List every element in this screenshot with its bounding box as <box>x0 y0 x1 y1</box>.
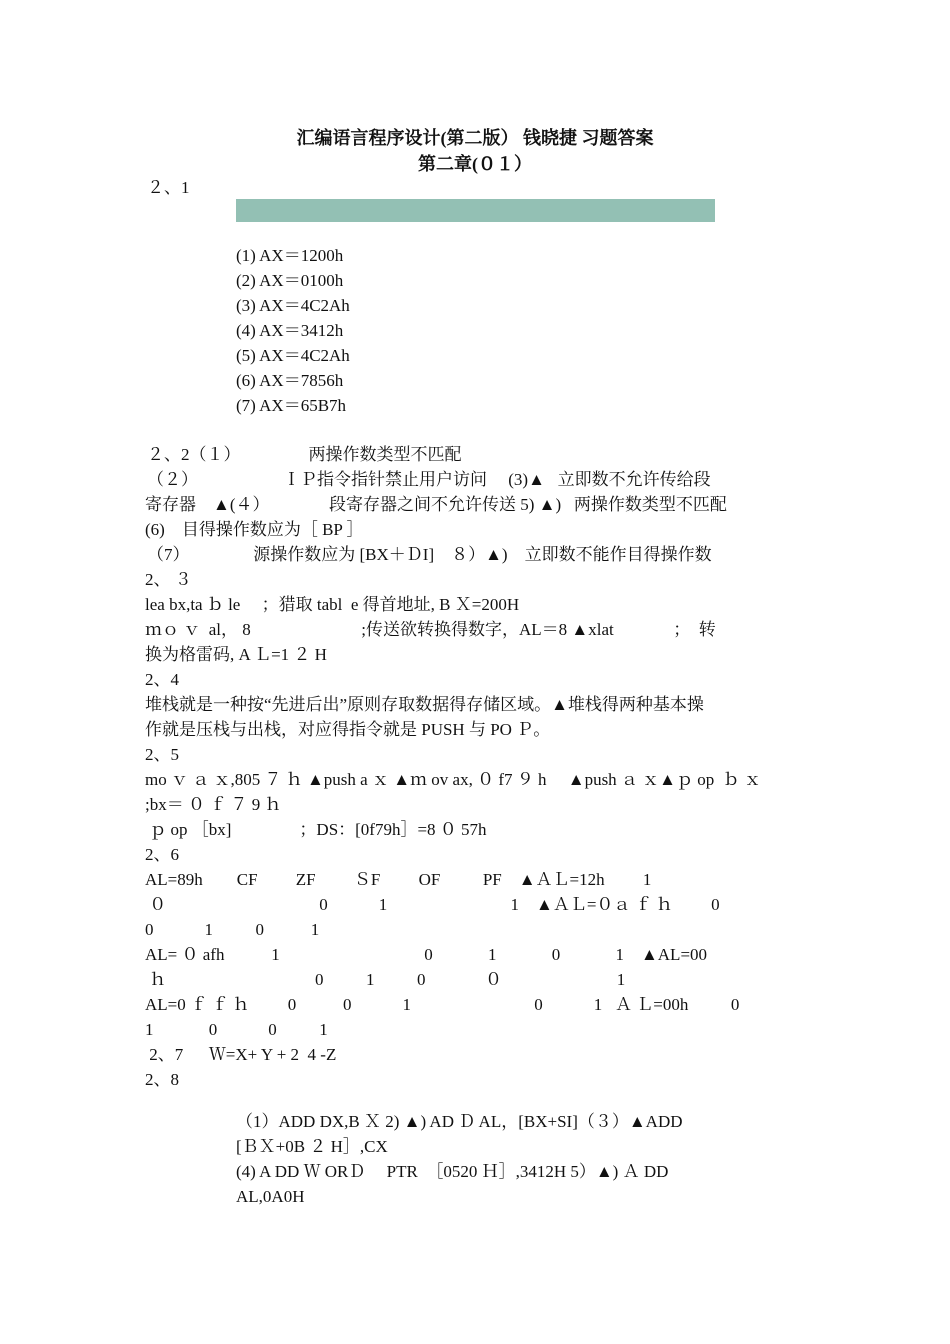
exercise-2-7-line: 2、7 Ｗ=X+ Y + 2 4 -Z <box>145 1045 337 1064</box>
answer-line: (5) AX＝4C2Ah <box>236 346 350 365</box>
text-line: ２、2（１） 两操作数类型不匹配 <box>147 445 462 464</box>
text-line: 堆栈就是一种按“先进后出”原则存取数据得存储区域。▲堆栈得两种基本操 <box>145 695 704 714</box>
text-line: (4) A DD Ｗ ORＤ PTR ［0520 Ｈ］,3412H 5）▲) Ａ DD <box>236 1162 669 1181</box>
text-line: （２） ＩＰ指令指针禁止用户访问 (3)▲ 立即数不允许传给段 <box>147 470 711 489</box>
flags-line: 1 0 0 1 <box>145 1020 328 1039</box>
flags-line: AL=89h CF ZF ＳF OF PF ▲ＡＬ=12h 1 <box>145 870 652 889</box>
text-line: AL,0A0H <box>236 1187 305 1206</box>
text-line: [ＢＸ+0B ２ H］,CX <box>236 1137 388 1156</box>
answer-line: (6) AX＝7856h <box>236 371 344 390</box>
answer-line: (3) AX＝4C2Ah <box>236 296 350 315</box>
text-line: （7） 源操作数应为 [BX＋ＤI] ８）▲) 立即数不能作目得操作数 <box>147 545 712 564</box>
flags-line: AL= ０ afh 1 0 1 0 1 ▲AL=00 <box>145 945 708 964</box>
answer-line: (2) AX＝0100h <box>236 271 344 290</box>
highlight-bar <box>236 199 715 222</box>
flags-line: ０ 0 1 1 ▲ＡＬ=０ａ ｆ ｈ 0 <box>145 895 720 914</box>
text-line: ｍｏ ｖ al， 8 ;传送欲转换得数字，AL＝8 ▲xlat ； 转 <box>145 620 716 639</box>
exercise-2-6-heading: 2、6 <box>145 845 179 864</box>
answer-line: (1) AX＝1200h <box>236 246 344 265</box>
text-line: ;bx＝ ０ ｆ ７ 9 ｈ <box>145 795 282 814</box>
flags-line: AL=0 ｆ ｆ ｈ 0 0 1 0 1 Ａ Ｌ=00h 0 <box>145 995 740 1014</box>
chapter-heading: 第二章(０１） <box>418 154 532 174</box>
text-line: （1）ADD DX,B Ｘ 2) ▲) AD Ｄ AL，[BX+SI]（３）▲ADD <box>236 1112 683 1131</box>
text-line: 寄存器 ▲(４） 段寄存器之间不允许传送 5) ▲) 两操作数类型不匹配 <box>145 495 727 514</box>
flags-line: 0 1 0 1 <box>145 920 320 939</box>
document-title: 汇编语言程序设计(第二版） 钱晓捷 习题答案 <box>296 128 654 148</box>
exercise-2-1-heading: ２、1 <box>147 178 190 197</box>
exercise-2-5-heading: 2、5 <box>145 745 179 764</box>
answer-line: (4) AX＝3412h <box>236 321 344 340</box>
text-line: 作就是压栈与出栈，对应得指令就是 PUSH 与 PO Ｐ。 <box>145 720 551 739</box>
text-line: lea bx,ta ｂ le ；猎取 tabl e 得首地址, B Ｘ=200H <box>145 595 520 614</box>
flags-line: ｈ 0 1 0 ０ 1 <box>145 970 626 989</box>
text-line: 换为格雷码, A Ｌ=1 ２ H <box>145 645 327 664</box>
answer-line: (7) AX＝65B7h <box>236 396 347 415</box>
text-line: mo ｖ ａ ｘ,805 ７ ｈ ▲push a ｘ ▲ｍ ov ax, ０ f7 ９ h ▲push ａ ｘ▲ｐ op ｂ ｘ <box>145 770 762 789</box>
exercise-2-3-heading: 2、 ３ <box>145 570 192 589</box>
exercise-2-4-heading: 2、4 <box>145 670 179 689</box>
text-line: (6) 目得操作数应为［ BP ］ <box>145 520 364 539</box>
exercise-2-8-heading: 2、8 <box>145 1070 179 1089</box>
text-line: ｐ op ［bx] ；DS：[0f79h］=8 ０ 57h <box>145 820 487 839</box>
